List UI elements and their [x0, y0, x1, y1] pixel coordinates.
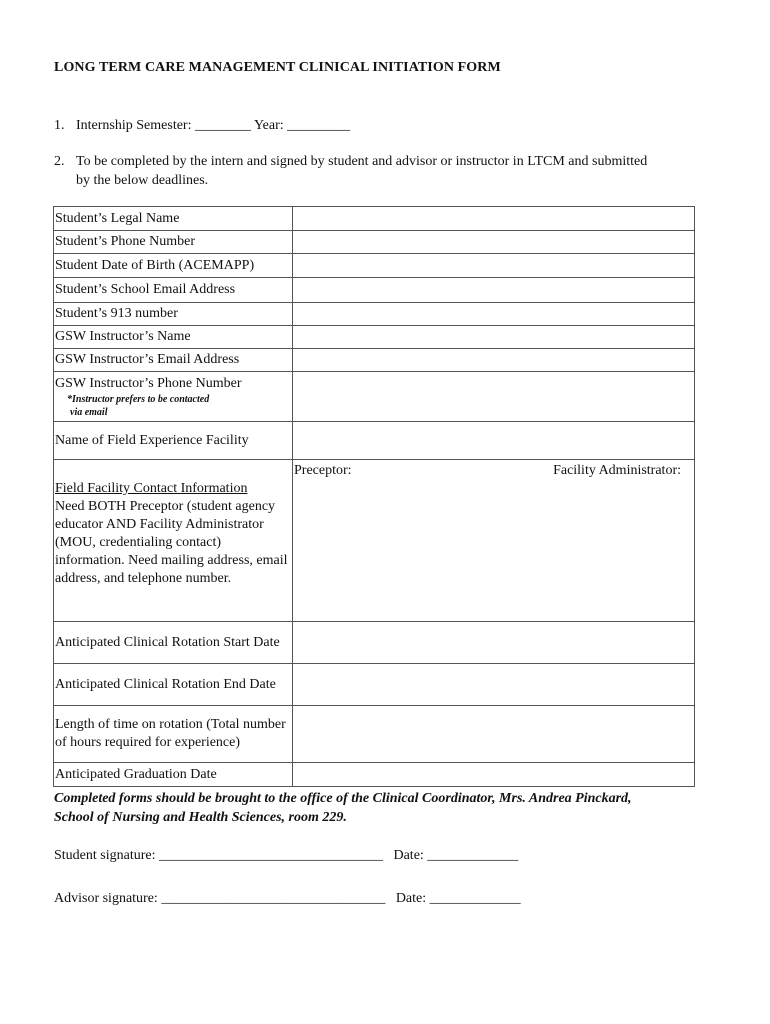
- legal-name-field[interactable]: [293, 207, 695, 231]
- contact-info-body: Need BOTH Preceptor (student agency educator AND Facility Administrator (MOU, credentialing contact) information. Need mailing address, email address, and telephone number.: [55, 499, 288, 586]
- rotation-length-label: Length of time on rotation (Total number of hours required for experience): [54, 706, 293, 763]
- item-number: 2.: [54, 154, 65, 169]
- graduation-date-label: Anticipated Graduation Date: [54, 763, 293, 787]
- instructor-phone-label: GSW Instructor’s Phone Number: [55, 375, 242, 391]
- internship-semester-text: Internship Semester: ________ Year: _________: [76, 118, 351, 133]
- contact-info-field[interactable]: [293, 460, 695, 622]
- facility-name-label: Name of Field Experience Facility: [54, 422, 293, 460]
- legal-name-label: Student’s Legal Name: [54, 207, 293, 231]
- contact-info-cell: [54, 460, 293, 622]
- instructor-email-label: GSW Instructor’s Email Address: [54, 349, 293, 372]
- contact-info-heading: Field Facility Contact Information: [55, 481, 248, 496]
- student-signature-text: Student signature: ________________________________ Date: _____________: [54, 848, 519, 863]
- instructor-name-label: GSW Instructor’s Name: [54, 326, 293, 349]
- advisor-signature-line[interactable]: [54, 891, 521, 907]
- instructions-text: To be completed by the intern and signed by student and advisor or instructor in LTCM and submitted by the below deadlines.: [76, 154, 648, 188]
- start-date-field[interactable]: [293, 622, 695, 664]
- instructor-phone-field[interactable]: [293, 372, 695, 422]
- number-913-field[interactable]: [293, 303, 695, 326]
- number-913-label: Student’s 913 number: [54, 303, 293, 326]
- graduation-date-field[interactable]: [293, 763, 695, 787]
- instructor-phone-cell: [54, 372, 293, 422]
- advisor-signature-text: Advisor signature: ________________________________ Date: _____________: [54, 891, 521, 906]
- preceptor-label: Preceptor:: [294, 463, 352, 478]
- internship-semester-line: [54, 116, 350, 135]
- form-title: LONG TERM CARE MANAGEMENT CLINICAL INITIATION FORM: [54, 60, 501, 75]
- email-field[interactable]: [293, 278, 695, 303]
- dob-field[interactable]: [293, 254, 695, 278]
- instructor-note: *Instructor prefers to be contacted: [67, 393, 210, 405]
- instructions-line: [54, 152, 656, 190]
- email-label: Student’s School Email Address: [54, 278, 293, 303]
- facility-admin-label: Facility Administrator:: [553, 463, 681, 478]
- facility-name-field[interactable]: [293, 422, 695, 460]
- dob-label: Student Date of Birth (ACEMAPP): [54, 254, 293, 278]
- end-date-field[interactable]: [293, 664, 695, 706]
- phone-label: Student’s Phone Number: [54, 231, 293, 254]
- item-number: 1.: [54, 118, 65, 133]
- instructor-name-field[interactable]: [293, 326, 695, 349]
- student-signature-line[interactable]: [54, 848, 518, 864]
- start-date-label: Anticipated Clinical Rotation Start Date: [54, 622, 293, 664]
- instructor-email-field[interactable]: [293, 349, 695, 372]
- submission-instructions: Completed forms should be brought to the office of the Clinical Coordinator, Mrs. Andrea Pinckard, School of Nursing and Health Sciences, room 229.: [54, 791, 632, 825]
- instructor-note-cont: via email: [70, 406, 108, 418]
- phone-field[interactable]: [293, 231, 695, 254]
- rotation-length-field[interactable]: [293, 706, 695, 763]
- end-date-label: Anticipated Clinical Rotation End Date: [54, 664, 293, 706]
- student-info-table: [53, 206, 695, 787]
